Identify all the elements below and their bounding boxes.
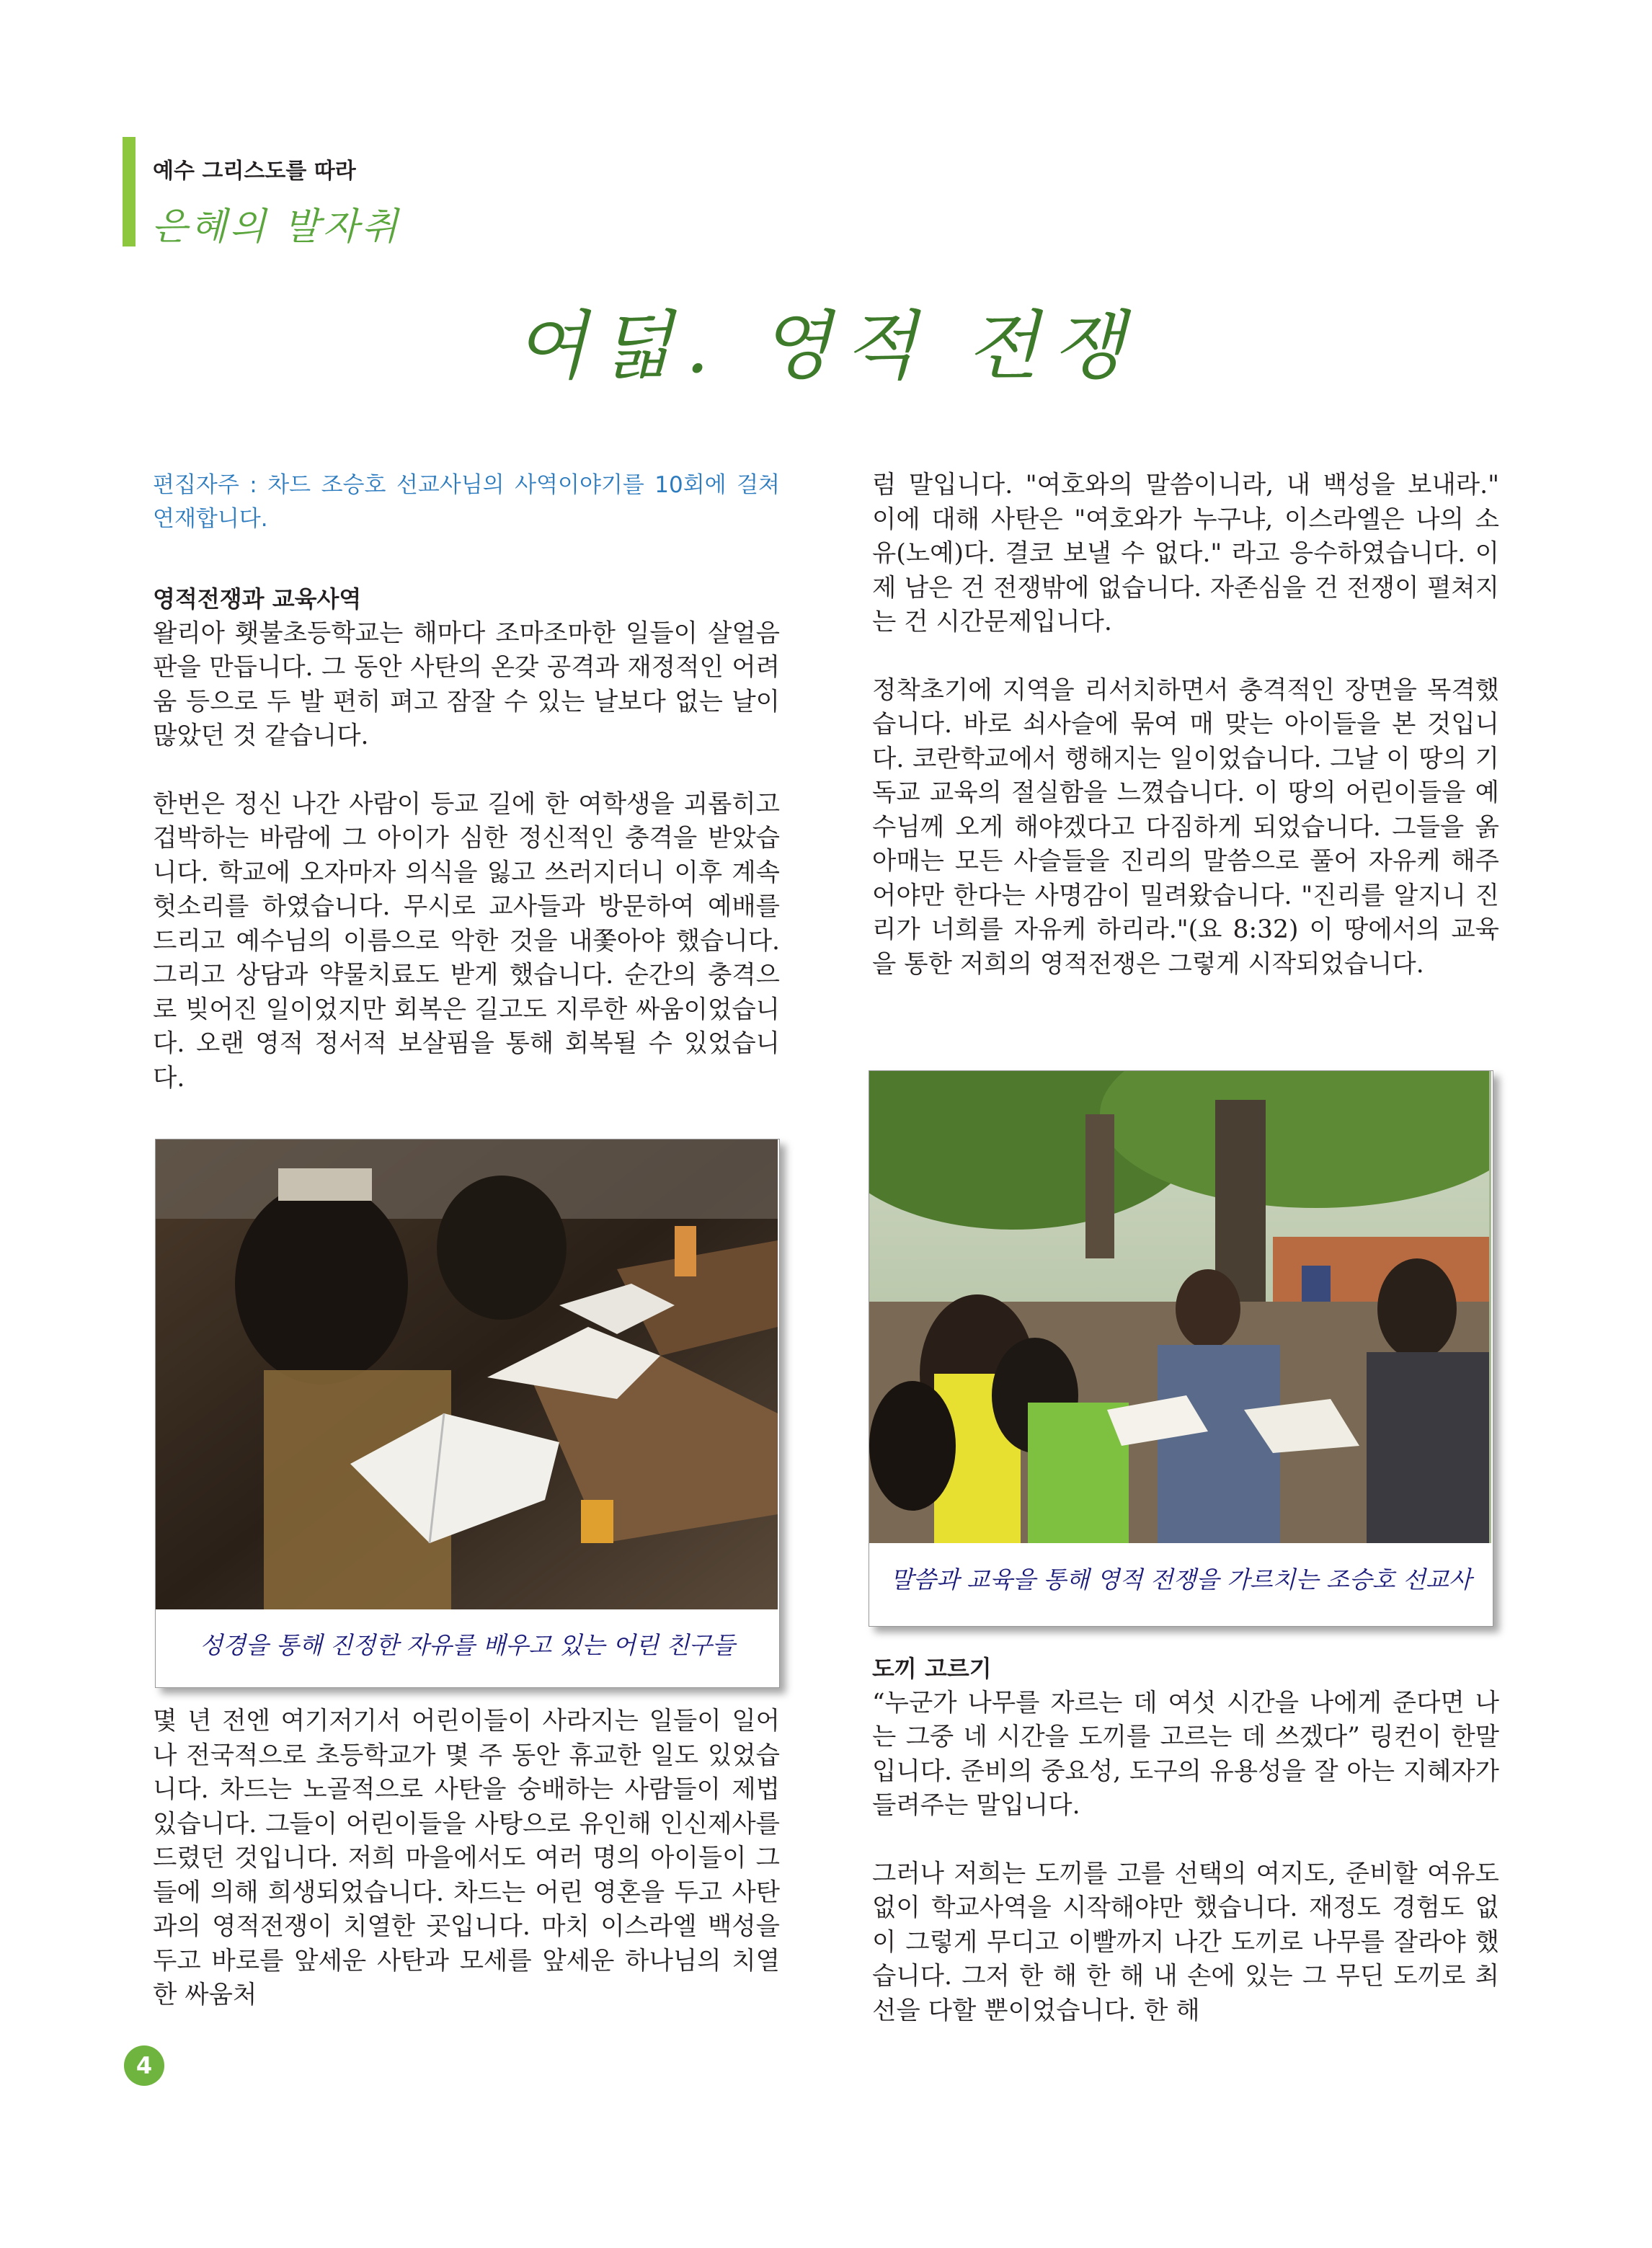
right-column-bottom [872, 1652, 1499, 2028]
right-column-top [872, 468, 1499, 982]
paragraph: 정착초기에 지역을 리서치하면서 충격적인 장면을 목격했습니다. 바로 쇠사슬에 묶여 매 맞는 아이들을 본 것입니다. 코란학교에서 행해지는 일이었습니다. 그날 이 땅의 기독교 교육의 절실함을 느꼈습니다. 이 땅의 어린이들을 예수님께 오게 해야겠다고 다짐하게 되었습니다. 그들을 옭아매는 모든 사슬들을 진리의 말씀으로 풀어 자유케 해주어야만 한다는 사명감이 밀려왔습니다. "진리를 알지니 진리가 너희를 자유케 하리라."(요 8:32) 이 땅에서의 교육을 통한 저희의 영적전쟁은 그렇게 시작되었습니다. [872, 675, 1499, 979]
editor-note: 편집자주 : 차드 조승호 선교사님의 사역이야기를 10회에 걸쳐 연재합니다. [153, 472, 780, 532]
photo-caption-left: 성경을 통해 진정한 자유를 배우고 있는 어린 친구들 [200, 1631, 735, 1659]
photo-missionary-teaching [869, 1070, 1493, 1627]
paragraph: 왈리아 횃불초등학교는 해마다 조마조마한 일들이 살얼음판을 만듭니다. 그 동안 사탄의 온갖 공격과 재정적인 어려움 등으로 두 발 편히 펴고 잠잘 수 있는 날보다 없는 날이 많았던 것 같습니다. [153, 618, 780, 750]
paragraph: 럼 말입니다. "여호와의 말씀이니라, 내 백성을 보내라." 이에 대해 사탄은 "여호와가 누구냐, 이스라엘은 나의 소유(노예)다. 결코 보낼 수 없다." 라고 응수하였습니다. 이제 남은 건 전쟁밖에 없습니다. 자존심을 건 전쟁이 펼쳐지는 건 시간문제입니다. [872, 471, 1499, 636]
paragraph: “누군가 나무를 자르는 데 여섯 시간을 나에게 준다면 나는 그중 네 시간을 도끼를 고르는 데 쓰겠다” 링컨이 한말입니다. 준비의 중요성, 도구의 유용성을 잘 아는 지혜자가 들려주는 말입니다. [872, 1688, 1499, 1820]
paragraph: 몇 년 전엔 여기저기서 어린이들이 사라지는 일들이 일어나 전국적으로 초등학교가 몇 주 동안 휴교한 일도 있었습니다. 차드는 노골적으로 사탄을 숭배하는 사람들이 제법 있습니다. 그들이 어린이들을 사탕으로 유인해 인신제사를 드렸던 것입니다. 저희 마을에서도 여러 명의 아이들이 그들에 의해 희생되었습니다. 차드는 어린 영혼을 두고 사탄과의 영적전쟁이 치열한 곳입니다. 마치 이스라엘 백성을 두고 바로를 앞세운 사탄과 모세를 앞세운 하나님의 치열한 싸움처 [153, 1707, 780, 2009]
article-title: 여덟. 영적 전쟁 [515, 302, 1137, 390]
photo-image [869, 1071, 1491, 1543]
section-heading-spiritual-warfare: 영적전쟁과 교육사역 [153, 585, 362, 613]
series-script-title: 은혜의 발자취 [151, 205, 401, 249]
series-label: 예수 그리스도를 따라 [153, 159, 356, 184]
header-accent-bar [123, 137, 136, 246]
page-number: 4 [124, 2045, 164, 2086]
left-column-top [153, 468, 780, 1096]
left-column-bottom [153, 1705, 780, 2013]
photo-caption-right: 말씀과 교육을 통해 영적 전쟁을 가르치는 조승호 선교사 [890, 1565, 1472, 1594]
section-heading-axe: 도끼 고르기 [872, 1655, 992, 1682]
paragraph: 그러나 저희는 도끼를 고를 선택의 여지도, 준비할 여유도 없이 학교사역을 시작해야만 했습니다. 재정도 경험도 없이 그렇게 무디고 이빨까지 나간 도끼로 나무를 잘라야 했습니다. 그저 한 해 한 해 내 손에 있는 그 무딘 도끼로 최선을 다할 뿐이었습니다. 한 해 [872, 1859, 1499, 2025]
paragraph: 한번은 정신 나간 사람이 등교 길에 한 여학생을 괴롭히고 겁박하는 바람에 그 아이가 심한 정신적인 충격을 받았습니다. 학교에 오자마자 의식을 잃고 쓰러지더니 이후 계속 헛소리를 하였습니다. 무시로 교사들과 방문하여 예배를 드리고 예수님의 이름으로 악한 것을 내쫓아야 했습니다. 그리고 상담과 약물치료도 받게 했습니다. 순간의 충격으로 빚어진 일이었지만 회복은 길고도 지루한 싸움이었습니다. 오랜 영적 정서적 보살핌을 통해 회복될 수 있었습니다. [153, 789, 780, 1093]
photo-image [156, 1139, 778, 1609]
photo-children-reading [155, 1139, 780, 1688]
